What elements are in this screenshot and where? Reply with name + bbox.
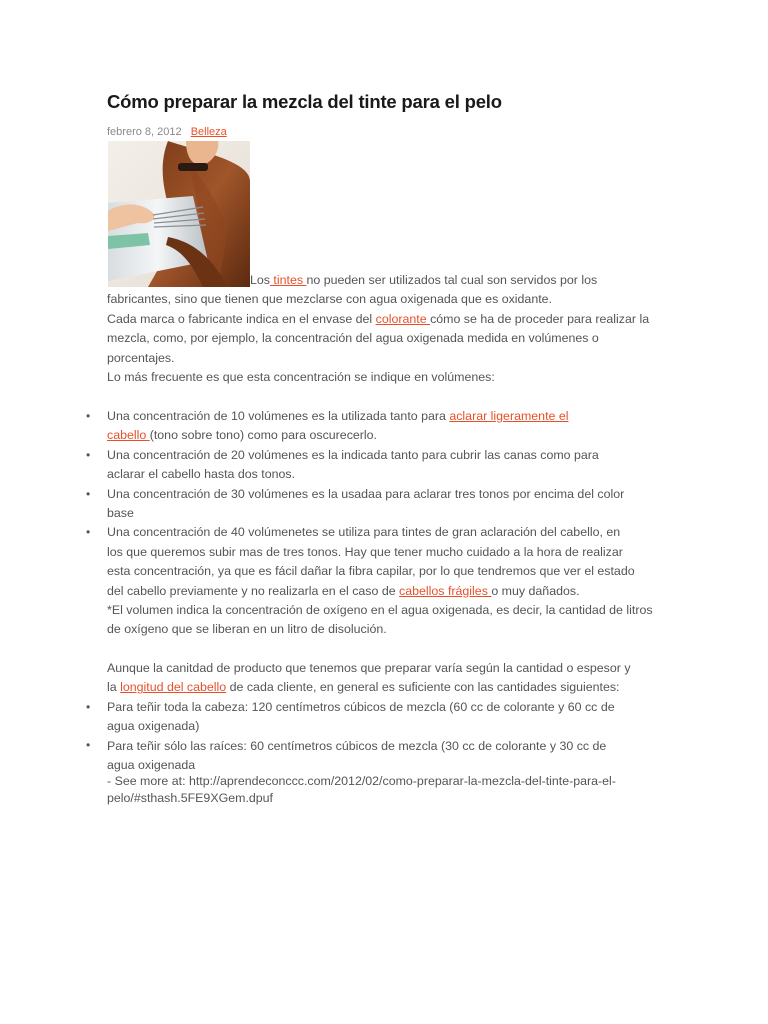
bullet-marker: • — [86, 409, 91, 423]
category-link[interactable]: Belleza — [190, 126, 227, 138]
bullet-marker: • — [86, 448, 91, 462]
list-item-line: Una concentración de 30 volúmenes es la usadaa para aclarar tres tonos por encima del color — [107, 486, 625, 501]
link-colorante[interactable]: colorante — [375, 311, 431, 326]
list-item-line: Para teñir toda la cabeza: 120 centímetros cúbicos de mezcla (60 cc de colorante y 60 cc de — [107, 700, 615, 714]
text-line: porcentajes. — [107, 350, 175, 365]
text-line — [107, 678, 667, 697]
list-item-line: esta concentración, ya que es fácil dañar la fibra capilar, por lo que tendremos que ver el estado — [107, 564, 635, 579]
list-item-line: de oxígeno que se liberan en un litro de disolución. — [107, 622, 387, 637]
hair-dye-photo — [108, 141, 250, 287]
link-longitud-cabello[interactable]: longitud del cabello — [120, 680, 227, 695]
text-line: Aunque la canitdad de producto que tenemos que preparar varía según la cantidad o espesor y — [107, 661, 631, 675]
list-item-line: los que queremos subir mas de tres tonos. Hay que tener mucho cuidado a la hora de realizar — [107, 544, 623, 559]
bullet-marker: • — [86, 487, 91, 501]
text-span: del cabello previamente y no realizarla en el caso de — [107, 583, 400, 598]
list-item-line: *El volumen indica la concentración de oxígeno en el agua oxigenada, es decir, la cantidad de litros — [107, 602, 653, 617]
bullet-marker: • — [86, 738, 91, 752]
list-item-line: agua oxigenada) — [107, 719, 200, 734]
volume-list — [107, 407, 667, 640]
list-item-line: Para teñir sólo las raíces: 60 centímetros cúbicos de mezcla (30 cc de colorante y 30 cc de — [107, 738, 607, 753]
text-line — [107, 271, 667, 290]
page-title: Cómo preparar la mezcla del tinte para el pelo — [107, 91, 502, 112]
source-line: pelo/#sthash.5FE9XGem.dpuf — [107, 791, 273, 805]
text-span: de cada cliente, en general es suficiente con las cantidades siguientes: — [226, 680, 620, 695]
source-line: - See more at: http://aprendeconccc.com/2012/02/como-preparar-la-mezcla-del-tinte-para-el- — [107, 774, 616, 788]
link-cabellos-fragiles[interactable]: cabellos frágiles — [399, 583, 492, 598]
link-tintes[interactable]: tintes — [269, 273, 307, 287]
list-item-line: base — [107, 505, 134, 520]
quantity-paragraph — [107, 659, 667, 698]
text-span: no pueden ser utilizados tal cual son servidos por los — [306, 273, 598, 287]
text-span: Una concentración de 10 volúmenes es la utilizada tanto para — [107, 409, 450, 423]
list-item-line — [107, 426, 667, 445]
quantity-list — [107, 698, 667, 776]
post-date: febrero 8, 2012 — [107, 126, 182, 138]
list-item-line: Una concentración de 20 volúmenes es la indicada tanto para cubrir las canas como para — [107, 447, 599, 462]
text-span: Los — [250, 273, 270, 287]
link-aclarar[interactable]: aclarar ligeramente el — [449, 409, 569, 423]
text-span: Cada marca o fabricante indica en el envase del — [107, 311, 376, 326]
text-span: cómo se ha de proceder para realizar la — [430, 311, 650, 326]
text-line: Lo más frecuente es que esta concentración se indique en volúmenes: — [107, 369, 495, 384]
text-span: la — [107, 680, 121, 695]
bullet-marker: • — [86, 700, 91, 714]
list-item-line: agua oxigenada — [107, 758, 196, 773]
list-item-line: Una concentración de 40 volúmenetes se utiliza para tintes de gran aclaración del cabello, en — [107, 525, 621, 540]
text-span: o muy dañados. — [491, 583, 580, 598]
bullet-marker: • — [86, 525, 91, 539]
text-span: (tono sobre tono) como para oscurecerlo. — [149, 428, 377, 443]
link-cabello[interactable]: cabello — [107, 428, 150, 443]
text-line: fabricantes, sino que tienen que mezclarse con agua oxigenada que es oxidante. — [107, 292, 552, 307]
post-meta — [107, 126, 227, 138]
list-item-line — [107, 407, 667, 426]
list-item-line: aclarar el cabello hasta dos tonos. — [107, 467, 296, 482]
text-line: mezcla, como, por ejemplo, la concentración del agua oxigenada medida en volúmenes o — [107, 331, 599, 346]
intro-paragraph — [107, 271, 667, 387]
list-item-line — [107, 582, 667, 601]
text-line — [107, 310, 667, 329]
source-note — [107, 773, 667, 807]
